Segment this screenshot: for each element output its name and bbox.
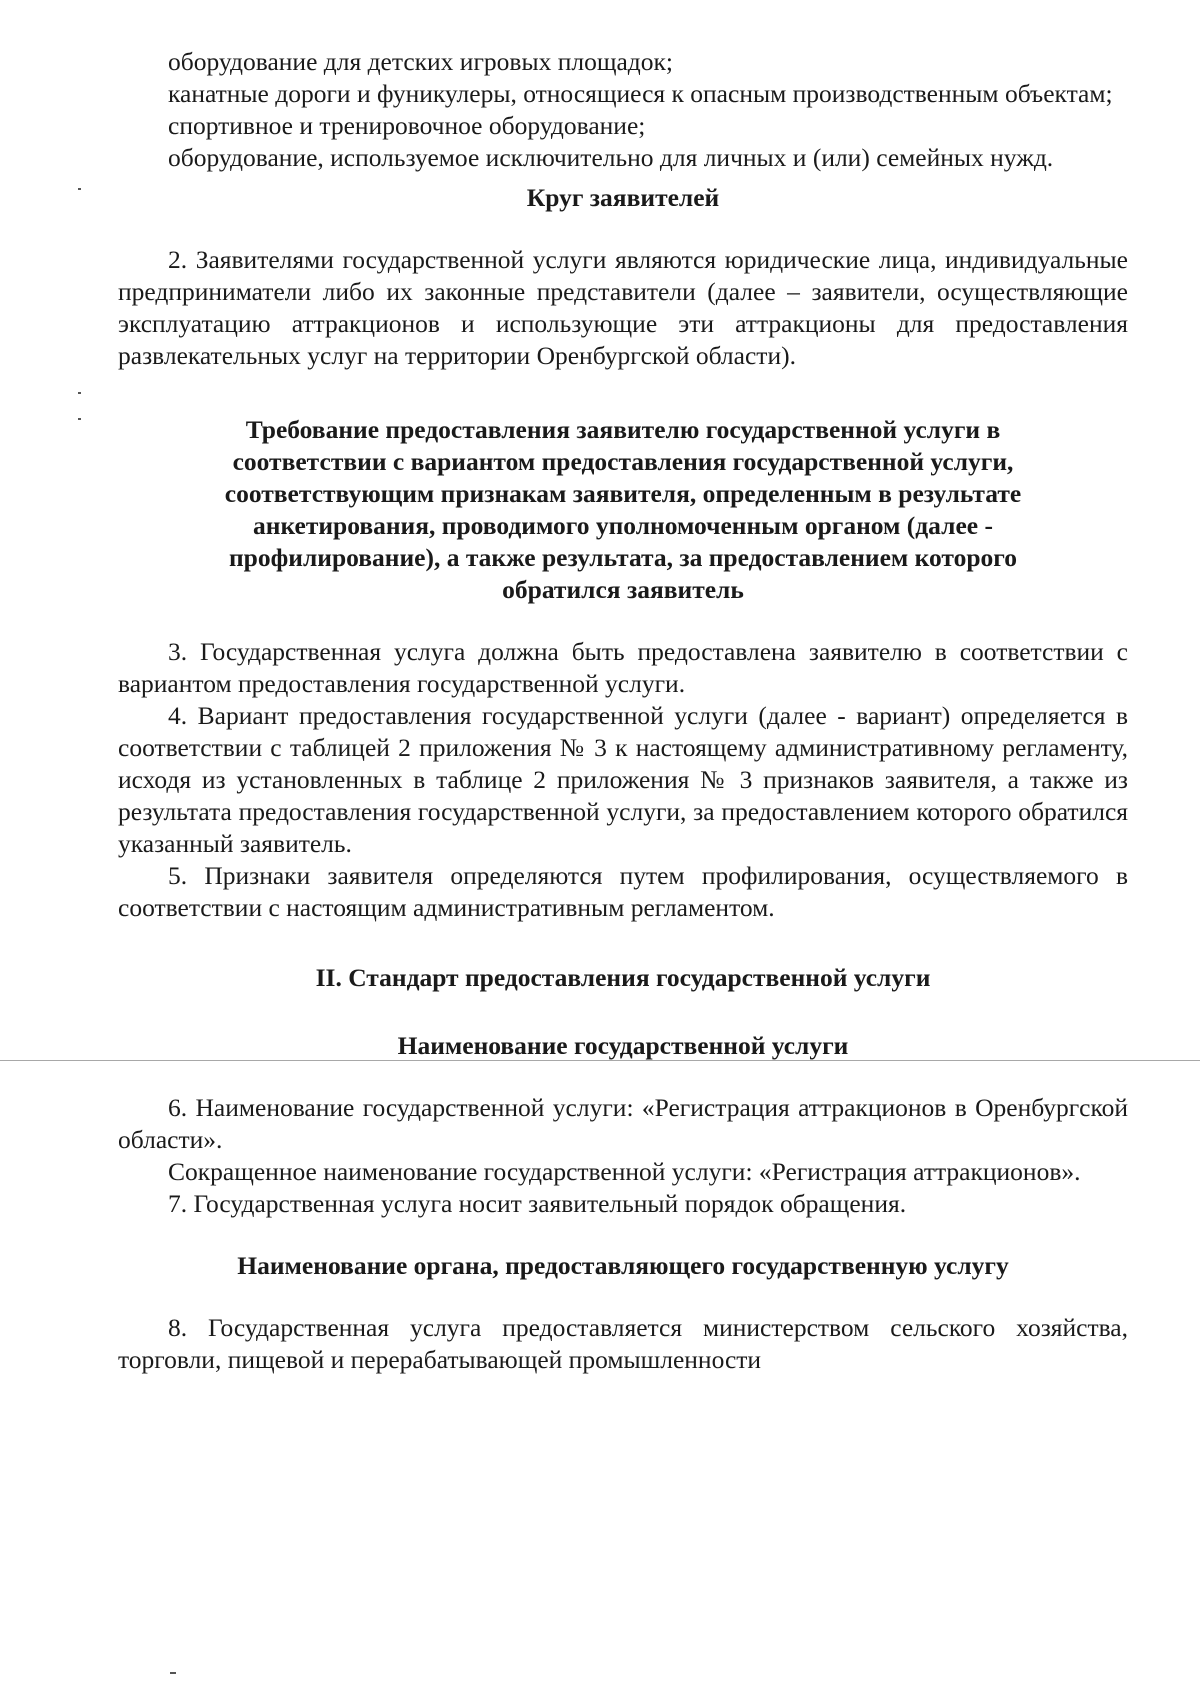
heading-requirement: Требование предоставления заявителю государственной услуги в соответствии с вариантом предоставления государственной услуги, соответствующим признакам заявителя, определенным в результате анкетирования, проводимого уполномоченным органом (далее - профилирование), а также результата, за предоставлением которого обратился заявитель (224, 415, 1022, 604)
heading-applicants: Круг заявителей (526, 183, 720, 212)
heading-organ: Наименование органа, предоставляющего государственную услугу (237, 1251, 1009, 1280)
scan-speck (78, 188, 81, 190)
scan-speck (78, 418, 81, 420)
list-item: спортивное и тренировочное оборудование; (168, 111, 646, 140)
paragraph-6-short-name: Сокращенное наименование государственной услуги: «Регистрация аттракционов». (168, 1157, 1081, 1186)
list-item: оборудование, используемое исключительно для личных и (или) семейных нужд. (168, 143, 1054, 172)
paragraph-8: 8. Государственная услуга предоставляется министерством сельского хозяйства, торговли, пищевой и перерабатывающей промышленности (118, 1313, 1128, 1374)
scan-speck (170, 1672, 176, 1674)
document-page (118, 46, 1128, 1376)
paragraph-5: 5. Признаки заявителя определяются путем профилирования, осуществляемого в соответствии с настоящим административным регламентом. (118, 861, 1128, 922)
paragraph-2: 2. Заявителями государственной услуги являются юридические лица, индивидуальные предприниматели либо их законные представители (далее – заявители, осуществляющие эксплуатацию аттракционов и использующие эти аттракционы для предоставления развлекательных услуг на территории Оренбургской области). (118, 245, 1128, 370)
paragraph-6: 6. Наименование государственной услуги: «Регистрация аттракционов в Оренбургской области». (118, 1093, 1128, 1154)
scan-line-artifact (0, 1060, 1200, 1061)
heading-section-2: II. Стандарт предоставления государственной услуги (315, 963, 931, 992)
list-item: оборудование для детских игровых площадок; (168, 47, 673, 76)
list-item: канатные дороги и фуникулеры, относящиеся к опасным производственным объектам; (168, 79, 1113, 108)
heading-service-name: Наименование государственной услуги (397, 1031, 849, 1060)
paragraph-4: 4. Вариант предоставления государственной услуги (далее - вариант) определяется в соответствии с таблицей 2 приложения № 3 к настоящему административному регламенту, исходя из установленных в таблице 2 приложения № 3 признаков заявителя, а также из результата предоставления государственной услуги, за предоставлением которого обратился указанный заявитель. (118, 701, 1128, 858)
paragraph-7: 7. Государственная услуга носит заявительный порядок обращения. (168, 1189, 907, 1218)
paragraph-3: 3. Государственная услуга должна быть предоставлена заявителю в соответствии с вариантом предоставления государственной услуги. (118, 637, 1128, 698)
scan-speck (78, 392, 81, 394)
